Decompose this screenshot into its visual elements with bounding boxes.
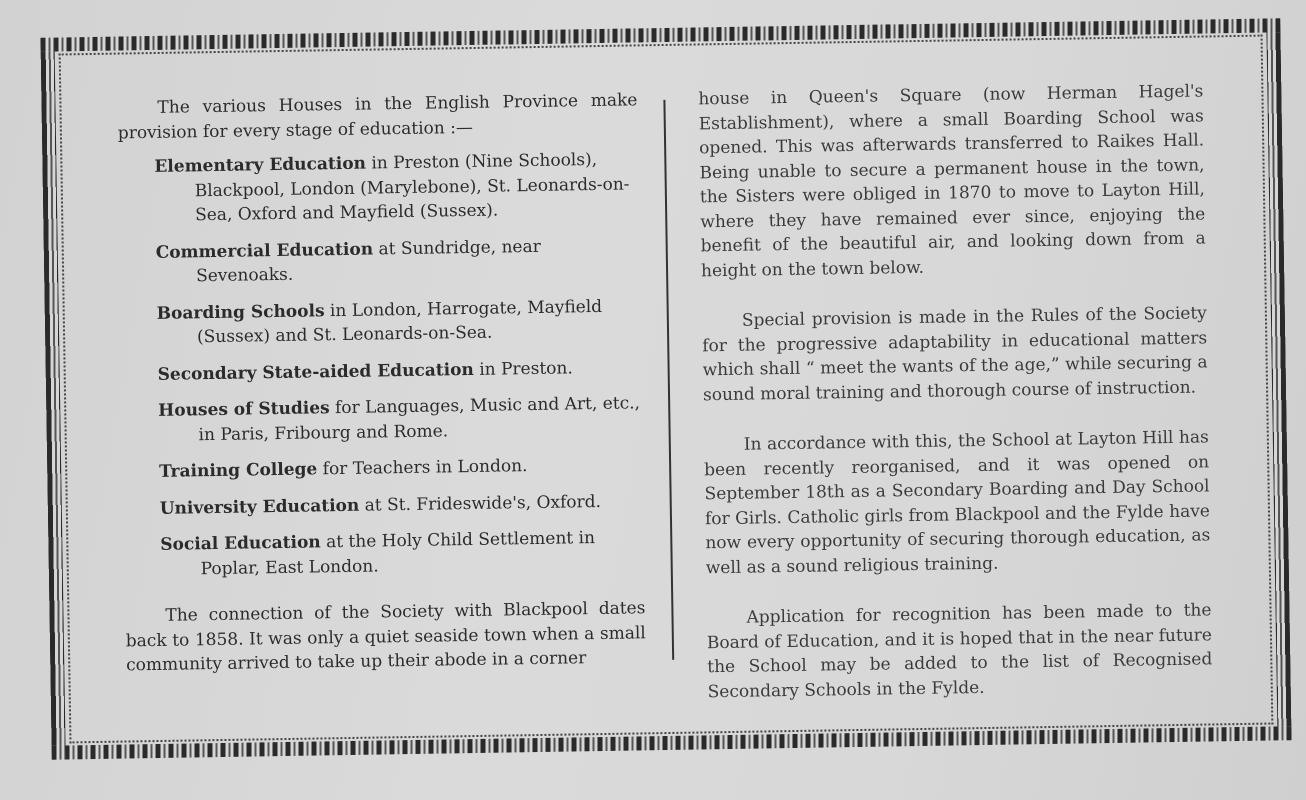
body-paragraph: Application for recognition has been made to the Board of Education, and it is hoped that in the near future the School may be added to the list of Recognised Secondary Schools in the Fylde.: [706, 600, 1213, 702]
entry-heading: Secondary State-aided Education: [157, 359, 474, 385]
body-paragraph: house in Queen's Square (now Herman Hagel's Establishment), where a small Boarding School was opened. This was afterwards transferred to Raikes Hall. Being unable to secure a permanent house in the town, the Sisters were obliged in 1870 to move to Layton Hill, where they have remained ever since, enjoying the benefit of the beautiful air, and looking down from a height on the town below.: [698, 81, 1206, 281]
entry-text: for Teachers in London.: [317, 456, 528, 480]
closing-paragraph: The connection of the Society with Blackpool dates back to 1858. It was only a quiet seaside town when a small community arrived to take up their abode in a corner: [125, 598, 646, 676]
education-entry: [160, 489, 644, 521]
entry-heading: Boarding Schools: [156, 300, 325, 324]
education-entry: [156, 233, 641, 290]
entry-text: for Languages, Music and Art, etc., in Paris, Fribourg and Rome.: [198, 393, 641, 445]
right-column: [698, 79, 1213, 704]
education-entry: [154, 147, 639, 228]
left-column: [117, 88, 646, 678]
education-entry: [160, 525, 645, 582]
education-entry: [159, 452, 643, 484]
education-entry: [157, 355, 641, 387]
body-paragraph: Special provision is made in the Rules of the Society for the progressive adaptability in educational matters which shall “ meet the wants of the age,” while securing a sound moral training and thorough course of instruction.: [702, 303, 1208, 405]
entry-heading: Social Education: [160, 532, 321, 555]
entry-heading: University Education: [159, 495, 360, 519]
entry-text: at the Holy Child Settlement in Poplar, East London.: [200, 528, 596, 579]
intro-paragraph: The various Houses in the English Province make provision for every stage of education :—: [117, 90, 638, 143]
entry-text: in London, Harrogate, Mayfield (Sussex) and St. Leonards-on-Sea.: [196, 296, 603, 348]
education-entry: [158, 391, 643, 448]
document-body: [95, 79, 1224, 707]
entry-text: at St. Frideswide's, Oxford.: [359, 491, 602, 516]
column-divider: [663, 100, 673, 660]
entry-heading: Elementary Education: [154, 153, 367, 177]
education-entry: [156, 294, 641, 351]
entry-heading: Commercial Education: [155, 238, 374, 263]
entry-text: at Sundridge, near Sevenoaks.: [195, 236, 541, 287]
entry-heading: Houses of Studies: [158, 398, 330, 421]
body-paragraph: In accordance with this, the School at Layton Hill has been recently reorganised, and it was opened on September 18th as a Secondary Boarding and Day School for Girls. Catholic girls from Blackpool and the Fylde have now every opportunity of securing thorough education, as well as a sound religious training.: [704, 427, 1211, 578]
entry-heading: Training College: [159, 459, 318, 482]
entry-text: in Preston (Nine Schools), Blackpool, London (Marylebone), St. Leonards-on-Sea, Oxford and Mayfield (Sussex).: [194, 149, 630, 226]
entry-text: in Preston.: [473, 357, 573, 380]
